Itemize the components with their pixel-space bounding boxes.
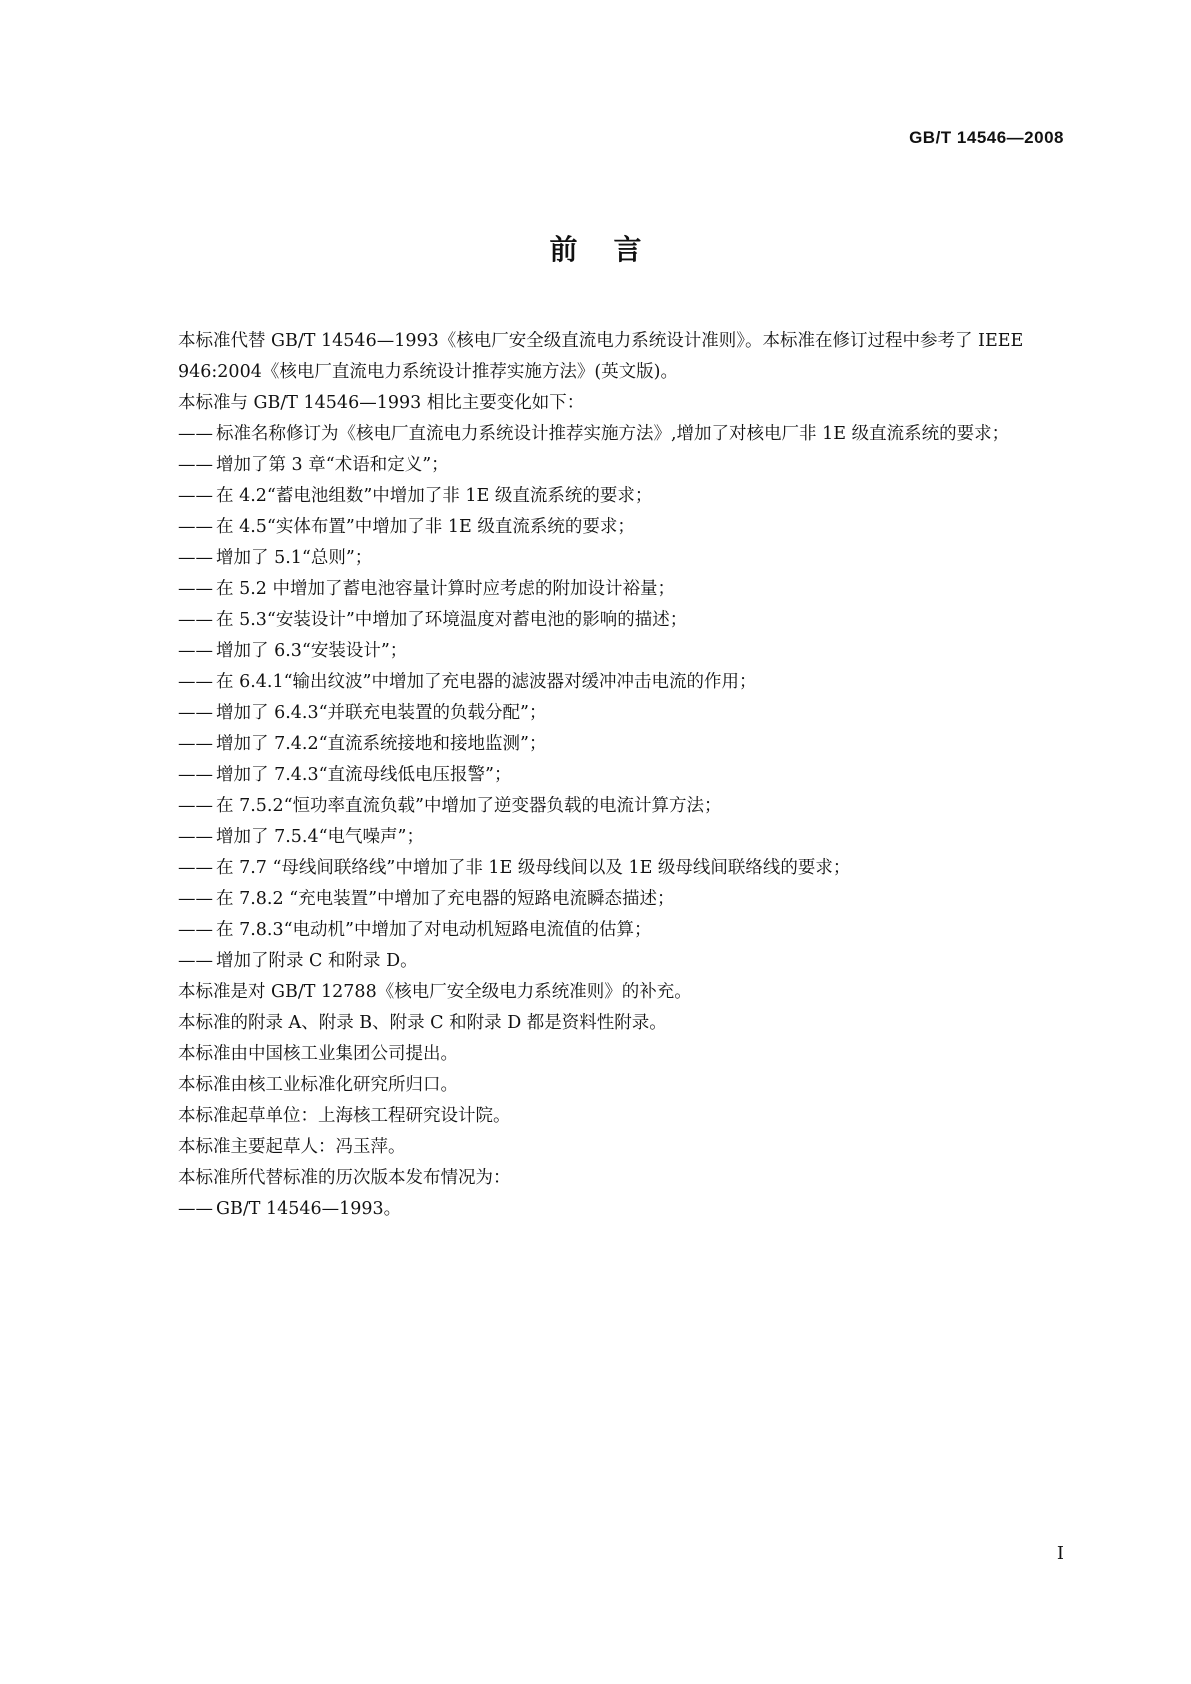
- dash-marker: ——: [178, 889, 213, 909]
- list-item: —— GB/T 14546—1993。: [178, 1194, 1068, 1225]
- closing-paragraph: 本标准是对 GB/T 12788《核电厂安全级电力系统准则》的补充。: [178, 982, 692, 1002]
- dash-marker: ——: [178, 858, 213, 878]
- list-item: —— 在 5.3“安装设计”中增加了环境温度对蓄电池的影响的描述；: [178, 605, 1068, 636]
- closing-paragraph: 本标准所代替标准的历次版本发布情况为：: [178, 1168, 511, 1188]
- list-item: —— 增加了附录 C 和附录 D。: [178, 946, 1068, 977]
- dash-marker: ——: [178, 548, 213, 568]
- dash-marker: ——: [178, 734, 213, 754]
- dash-marker: ——: [178, 951, 213, 971]
- list-item: —— 增加了 7.4.2“直流系统接地和接地监测”；: [178, 729, 1068, 760]
- dash-marker: ——: [178, 517, 213, 537]
- closing-paragraph: 本标准的附录 A、附录 B、附录 C 和附录 D 都是资料性附录。: [178, 1013, 667, 1033]
- list-item: —— 增加了 6.4.3“并联充电装置的负载分配”；: [178, 698, 1068, 729]
- closing-paragraph: 本标准由核工业标准化研究所归口。: [178, 1075, 458, 1095]
- dash-marker: ——: [178, 703, 213, 723]
- page-number: I: [1056, 1543, 1064, 1564]
- list-item: —— 在 4.2“蓄电池组数”中增加了非 1E 级直流系统的要求；: [178, 481, 1068, 512]
- dash-marker: ——: [178, 765, 213, 785]
- closing-paragraphs: [178, 977, 1068, 1194]
- list-item: —— 在 6.4.1“输出纹波”中增加了充电器的滤波器对缓冲冲击电流的作用；: [178, 667, 1068, 698]
- list-item: —— 在 7.7 “母线间联络线”中增加了非 1E 级母线间以及 1E 级母线间联络线的要求；: [178, 853, 1068, 884]
- list-item: —— 在 4.5“实体布置”中增加了非 1E 级直流系统的要求；: [178, 512, 1068, 543]
- list-item: —— 增加了第 3 章“术语和定义”；: [178, 450, 1068, 481]
- document-body: [178, 326, 1068, 1225]
- list-item: —— 在 7.8.3“电动机”中增加了对电动机短路电流值的估算；: [178, 915, 1068, 946]
- history-list: [178, 1194, 1068, 1225]
- changes-list: [178, 419, 1068, 977]
- closing-paragraph: 本标准主要起草人：冯玉萍。: [178, 1137, 406, 1157]
- list-item: —— 增加了 6.3“安装设计”；: [178, 636, 1068, 667]
- intro-paragraph: 本标准代替 GB/T 14546—1993《核电厂安全级直流电力系统设计准则》。本标准在修订过程中参考了 IEEE 946:2004《核电厂直流电力系统设计推荐实施方法》(英文版)。: [178, 331, 1024, 382]
- dash-marker: ——: [178, 920, 213, 940]
- list-item: —— 增加了 5.1“总则”；: [178, 543, 1068, 574]
- list-item: —— 增加了 7.4.3“直流母线低电压报警”；: [178, 760, 1068, 791]
- dash-marker: ——: [178, 641, 213, 661]
- dash-marker: ——: [178, 455, 213, 475]
- dash-marker: ——: [178, 424, 213, 444]
- dash-marker: ——: [178, 796, 213, 816]
- dash-marker: ——: [178, 827, 213, 847]
- intro-changes-lead: 本标准与 GB/T 14546—1993 相比主要变化如下：: [178, 393, 585, 413]
- list-item: —— 在 7.8.2 “充电装置”中增加了充电器的短路电流瞬态描述；: [178, 884, 1068, 915]
- closing-paragraph: 本标准由中国核工业集团公司提出。: [178, 1044, 458, 1064]
- standard-code: GB/T 14546—2008: [909, 128, 1064, 147]
- dash-marker: ——: [178, 486, 213, 506]
- closing-paragraph: 本标准起草单位：上海核工程研究设计院。: [178, 1106, 511, 1126]
- list-item: —— 在 5.2 中增加了蓄电池容量计算时应考虑的附加设计裕量；: [178, 574, 1068, 605]
- dash-marker: ——: [178, 1199, 213, 1219]
- dash-marker: ——: [178, 672, 213, 692]
- list-item: —— 标准名称修订为《核电厂直流电力系统设计推荐实施方法》,增加了对核电厂非 1E 级直流系统的要求；: [178, 419, 1068, 450]
- list-item: —— 增加了 7.5.4“电气噪声”；: [178, 822, 1068, 853]
- dash-marker: ——: [178, 579, 213, 599]
- list-item: —— 在 7.5.2“恒功率直流负载”中增加了逆变器负载的电流计算方法；: [178, 791, 1068, 822]
- dash-marker: ——: [178, 610, 213, 630]
- page-title: 前言: [549, 233, 678, 266]
